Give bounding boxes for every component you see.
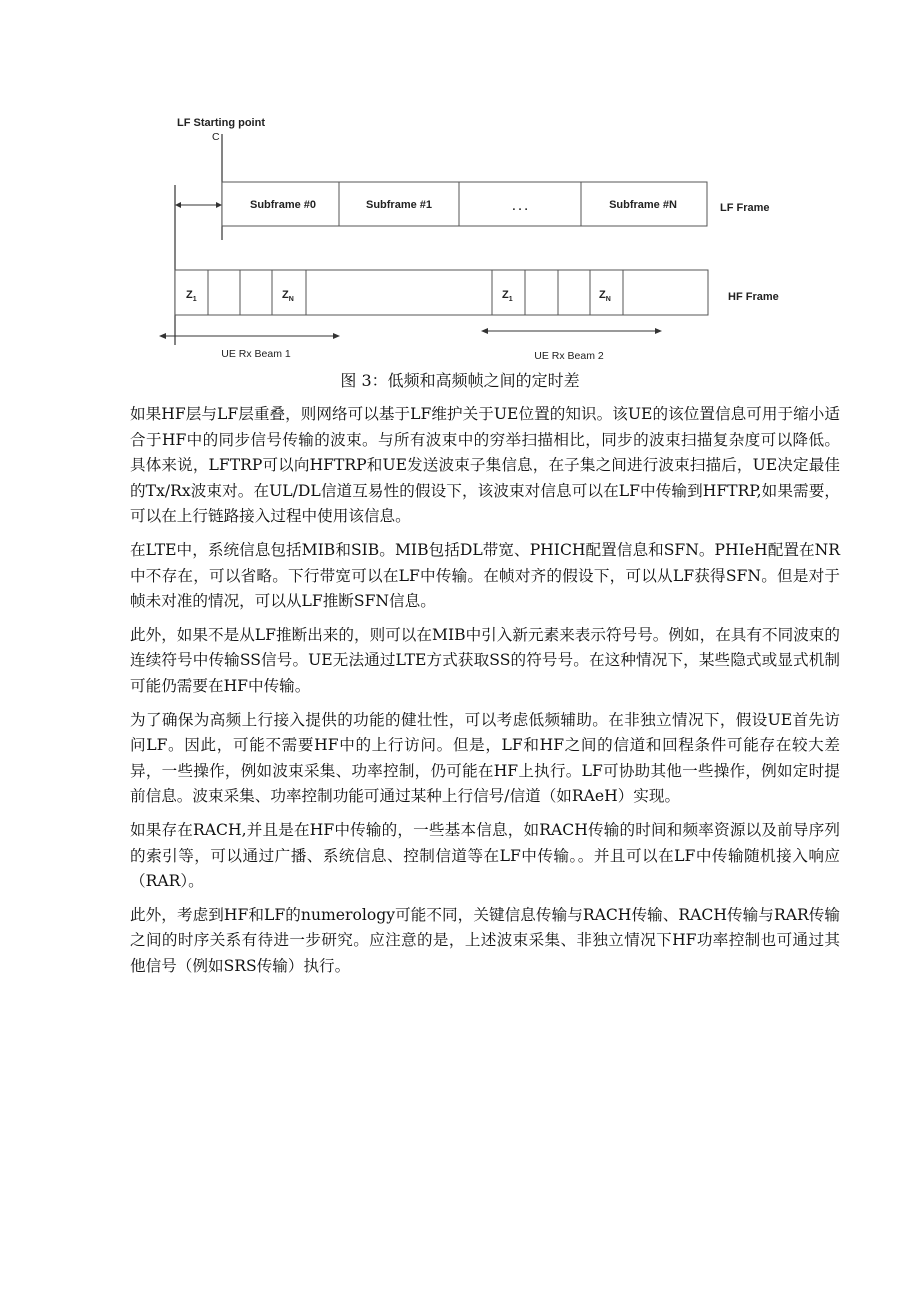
hf-frame-label: HF Frame <box>728 291 779 303</box>
paragraph-3: 此外，如果不是从LF推断出来的，则可以在MIB中引入新元素来表示符号号。例如，在具有不同波束的连续符号中传输SS信号。UE无法通过LTE方式获取SS的符号号。在这种情况下，某些隐式或显式机制可能仍需要在HF中传输。 <box>130 625 840 695</box>
paragraph-4: 为了确保为高频上行接入提供的功能的健壮性，可以考虑低频辅助。在非独立情况下，假设UE首先访问LF。因此，可能不需要HF中的上行访问。但是，LF和HF之间的信道和回程条件可能存在较大差异，一些操作，例如波束采集、功率控制，仍可能在HF上执行。LF可协助其他一些操作，例如定时提前信息。波束采集、功率控制功能可通过某种上行信号/信道（如RAeH）实现。 <box>130 710 840 806</box>
frame-diagram <box>0 0 920 370</box>
timing-figure <box>0 0 920 400</box>
paragraph-6: 此外，考虑到HF和LF的numerology可能不同，关键信息传输与RACH传输、RACH传输与RAR传输之间的时序关系有待进一步研究。应注意的是，上述波束采集、非独立情况下HF功率控制也可通过其他信号（例如SRS传输）执行。 <box>130 905 840 975</box>
offset-arrow-left-head <box>175 202 181 208</box>
subframe-ellipsis: . . . <box>512 201 528 213</box>
body-text <box>130 402 840 987</box>
hf-slot-zn-b: $Z_N$ <box>599 289 611 303</box>
lf-frame <box>222 182 707 226</box>
beam2-label: UE Rx Beam 2 <box>534 350 604 362</box>
beam1-label: UE Rx Beam 1 <box>221 348 291 360</box>
subframe-0: Subframe #0 <box>249 199 317 211</box>
subframe-n: Subframe #N <box>609 199 677 211</box>
paragraph-1: 如果HF层与LF层重叠，则网络可以基于LF维护关于UE位置的知识。该UE的该位置信息可用于缩小适合于HF中的同步信号传输的波束。与所有波束中的穷举扫描相比，同步的波束扫描复杂度可以降低。具体来说，LFTRP可以向HFTRP和UE发送波束子集信息，在子集之间进行波束扫描后，UE决定最佳的Tx/Rx波束对。在UL/DL信道互易性的假设下，该波束对信息可以在LF中传输到HFTRP,如果需要，可以在上行链路接入过程中使用该信息。 <box>130 405 840 526</box>
hf-slot-zn-a: $Z_N$ <box>282 289 294 303</box>
paragraph-5: 如果存在RACH,并且是在HF中传输的，一些基本信息，如RACH传输的时间和频率资源以及前导序列的索引等，可以通过广播、系统信息、控制信道等在LF中传输。。并且可以在LF中传输随机接入响应（RAR）。 <box>130 820 840 891</box>
lf-frame-label: LF Frame <box>720 202 770 214</box>
lf-starting-point-label: LF Starting point <box>177 117 265 129</box>
subframe-1: Subframe #1 <box>365 199 433 211</box>
beam1-arrow <box>159 333 340 339</box>
paragraph-2: 在LTE中，系统信息包括MIB和SIB。MIB包括DL带宽、PHICH配置信息和SFN。PHIeH配置在NR中不存在，可以省略。下行带宽可以在LF中传输。在帧对齐的假设下，可以从LF获得SFN。但是对于帧未对准的情况，可以从LF推断SFN信息。 <box>130 540 840 611</box>
beam2-arrow <box>481 328 662 334</box>
c-marker: C <box>212 131 220 143</box>
figure-caption: 图 3：低频和高频帧之间的定时差 <box>340 371 580 390</box>
offset-arrow-right-head <box>216 202 222 208</box>
hf-frame <box>175 270 708 315</box>
hf-slot-z1-b: $Z_1$ <box>502 289 513 303</box>
hf-slot-z1-a: $Z_1$ <box>186 289 197 303</box>
